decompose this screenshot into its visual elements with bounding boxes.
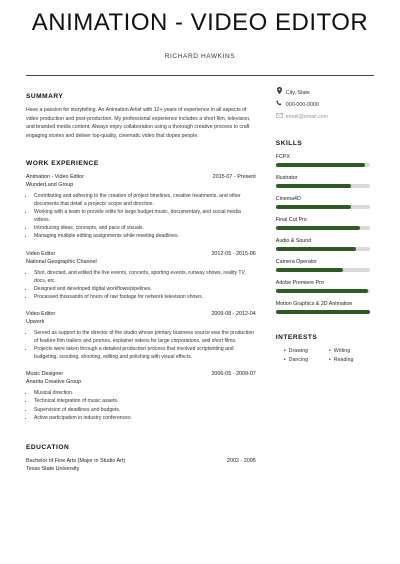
job-company: Ananta Creative Group [26,379,82,386]
education-heading: EDUCATION [26,443,70,451]
job-dates: 2012-05 - 2015-06 [211,250,256,257]
job-company: National Geographic Channel [26,258,97,265]
contact-phone [276,99,374,111]
interest-item: • Writing [329,347,374,356]
job-bullets [26,329,256,361]
skill-level-bar [276,184,370,188]
job-bullet: • Musical direction. [34,389,256,397]
school: Texas State University [26,465,80,472]
job-title: Music Designer [26,371,64,378]
job-bullet: • Managing multiple editing assignments while meeting deadlines. [34,232,256,240]
job-title: Animation - Video Editor [26,174,85,180]
job-title: Video Editor [26,310,56,317]
skill-name: Camera Operator [275,259,318,265]
skills-heading: SKILLS [275,140,303,147]
skill-name: Motion Graphics & 2D Animation [275,301,353,307]
job-bullet: • Projects were taken through a detailed production process that involved scriptwriting and budgeting, scouting, shooting, editing and polishing with visual effects. [34,345,256,361]
email-link[interactable]: email@email.com [285,114,328,120]
job-bullet: • Introducing ideas, concepts, and pace of visuals. [34,224,256,232]
skill-name: Audio & Sound [275,238,312,244]
page-title: ANIMATION - VIDEO EDITOR [31,9,369,36]
contact-email[interactable] [276,111,374,123]
job-title: Video Editor [26,250,56,257]
education-dates: 2002 - 2005 [227,457,256,464]
candidate-name: RICHARD HAWKINS [164,53,236,60]
job-bullet: • Served as support to the director of the studio whose primary business source was the production of feature film trailers and promos, explainer videos for large corporations, and short films. [34,329,256,345]
skill-name: Adobe Premiere Pro [275,280,324,286]
job-bullet: • Processed thousands of hours of raw footage for network television shows. [34,293,256,301]
skill-level-fill [276,268,344,272]
job-entry [26,310,256,361]
job-dates: 2015-07 - Present [212,174,256,180]
skill-level-fill [276,184,351,188]
skill-level-fill [276,163,365,167]
phone-text: 000-000-0000 [285,102,319,108]
job-bullet: • Active participation in industry conferences. [34,414,256,422]
degree: Bachelor of Fine Arts (Major in Studio Art) [26,457,126,464]
main-column [26,93,256,473]
summary-heading: SUMMARY [26,93,64,100]
interests-list [276,347,374,365]
job-company: WunderLand Group [26,182,74,188]
contact-block [276,87,374,123]
map-pin-icon [276,87,283,99]
interest-item: • Dancing [284,356,329,365]
sidebar [275,90,374,473]
skill-level-bar [276,247,370,251]
header-divider [26,75,374,76]
phone-icon [276,99,283,111]
skill-level-bar [276,268,370,272]
location-text: City, State [285,90,310,96]
job-bullet: • Supervision of deadlines and budgets. [34,406,256,414]
job-bullets [26,389,256,421]
job-bullet: • Contributing and adhering to the creation of project timelines, creative treatments, and other documents that detail a projects' scope and direction. [34,192,256,208]
job-dates: 2006-05 - 2009-07 [211,371,256,378]
job-company: Upwork [26,318,45,325]
interests-heading: INTERESTS [275,334,318,341]
envelope-icon [276,111,283,123]
skill-level-bar [276,310,370,314]
interest-item: • Reading [329,356,374,365]
job-bullet: • Technical integration of music assets. [34,397,256,405]
job-bullet: • Working with a team to provide edits for large budget music, documentary, and social media videos. [34,208,256,224]
summary-text: Have a passion for storytelling. An Animation Artist with 12+ years of experience in all aspects of video production and post-production. My professional experience includes a short film, television, and branded media content. Always enjoy collaboration using a thorough creative process to craft engaging stories and deliver top-quality, cinematic video that dopes people. [26,107,251,139]
job-bullet: • Shot, directed, and edited the live events, concerts, sporting events, runway shows, reality TV, docs, etc. [34,269,256,285]
job-dates: 2009-08 - 2012-04 [211,310,256,317]
job-entry [26,173,256,241]
job-entry [26,370,256,421]
skill-level-fill [276,310,370,314]
contact-location [276,87,374,99]
skill-level-fill [276,205,351,209]
skill-name: Final Cut Pro [275,217,307,223]
skill-name: FCPX [275,154,290,160]
skill-level-bar [276,289,370,293]
skill-level-fill [276,247,356,251]
job-bullets [26,269,256,301]
skills-list [276,153,374,314]
skill-level-bar [276,226,370,230]
skill-level-fill [276,226,361,230]
job-bullets [26,192,256,241]
skill-level-bar [276,205,370,209]
job-entry [26,250,256,301]
job-bullet: • Designed and developed digital workflows/pipelines. [34,285,256,293]
skill-name: Cinema4D [275,196,301,202]
interest-item: • Drawing [284,347,329,356]
experience-heading: WORK EXPERIENCE [26,160,99,167]
skill-name: Illustrator [275,175,298,181]
skill-level-bar [276,163,370,167]
skill-level-fill [276,289,368,293]
